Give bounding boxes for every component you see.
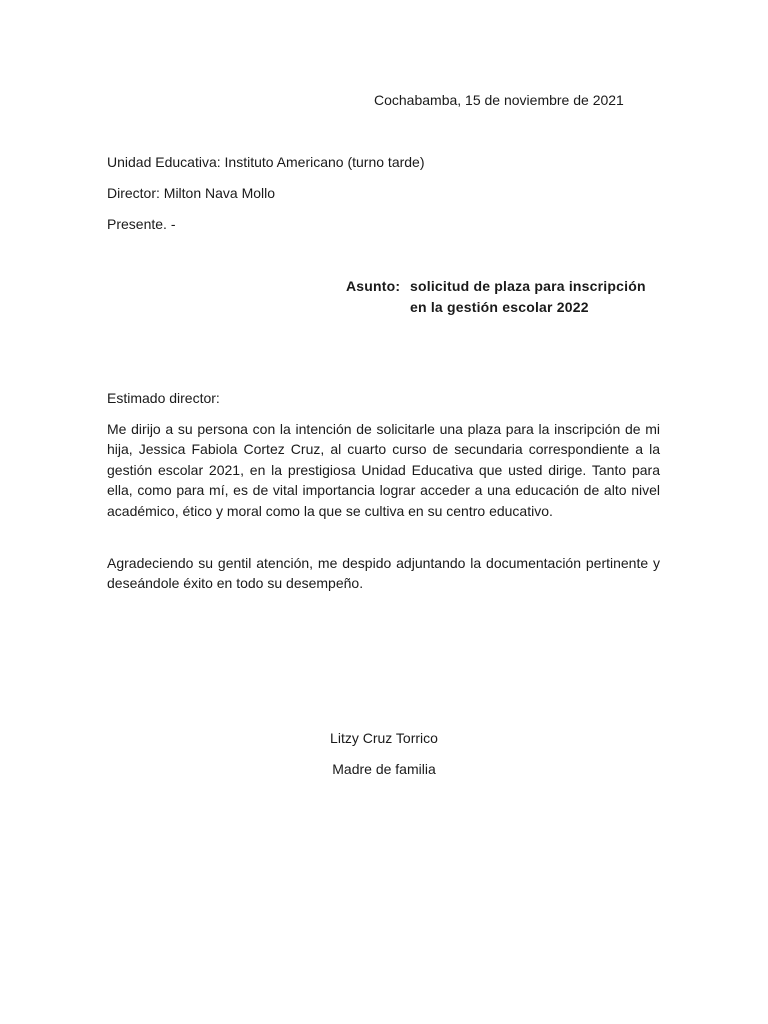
subject-label: Asunto: (346, 278, 401, 294)
signature-role: Madre de familia (332, 761, 436, 777)
recipient-director: Director: Milton Nava Mollo (107, 185, 276, 201)
recipient-presente: Presente. - (107, 216, 176, 232)
recipient-institution: Unidad Educativa: Instituto Americano (turno tarde) (107, 154, 425, 170)
body-paragraph-2: Agradeciendo su gentil atención, me despido adjuntando la documentación pertinente y deseándole éxito en todo su desempeño. (107, 555, 660, 592)
subject-line-1: solicitud de plaza para inscripción (410, 278, 646, 294)
salutation: Estimado director: (107, 390, 220, 406)
letter-date: Cochabamba, 15 de noviembre de 2021 (374, 92, 624, 108)
subject-line-2: en la gestión escolar 2022 (410, 299, 589, 315)
body-paragraph-1: Me dirijo a su persona con la intención de solicitarle una plaza para la inscripción de mi hija, Jessica Fabiola Cortez Cruz, al cuarto curso de secundaria correspondiente a la gestión escolar 2021, en la prestigiosa Unidad Educativa que usted dirige. Tanto para ella, como para mí, es de vital importancia lograr acceder a una educación de alto nivel académico, ético y moral como la que se cultiva en su centro educativo. (107, 421, 660, 519)
signature-name: Litzy Cruz Torrico (330, 730, 438, 746)
